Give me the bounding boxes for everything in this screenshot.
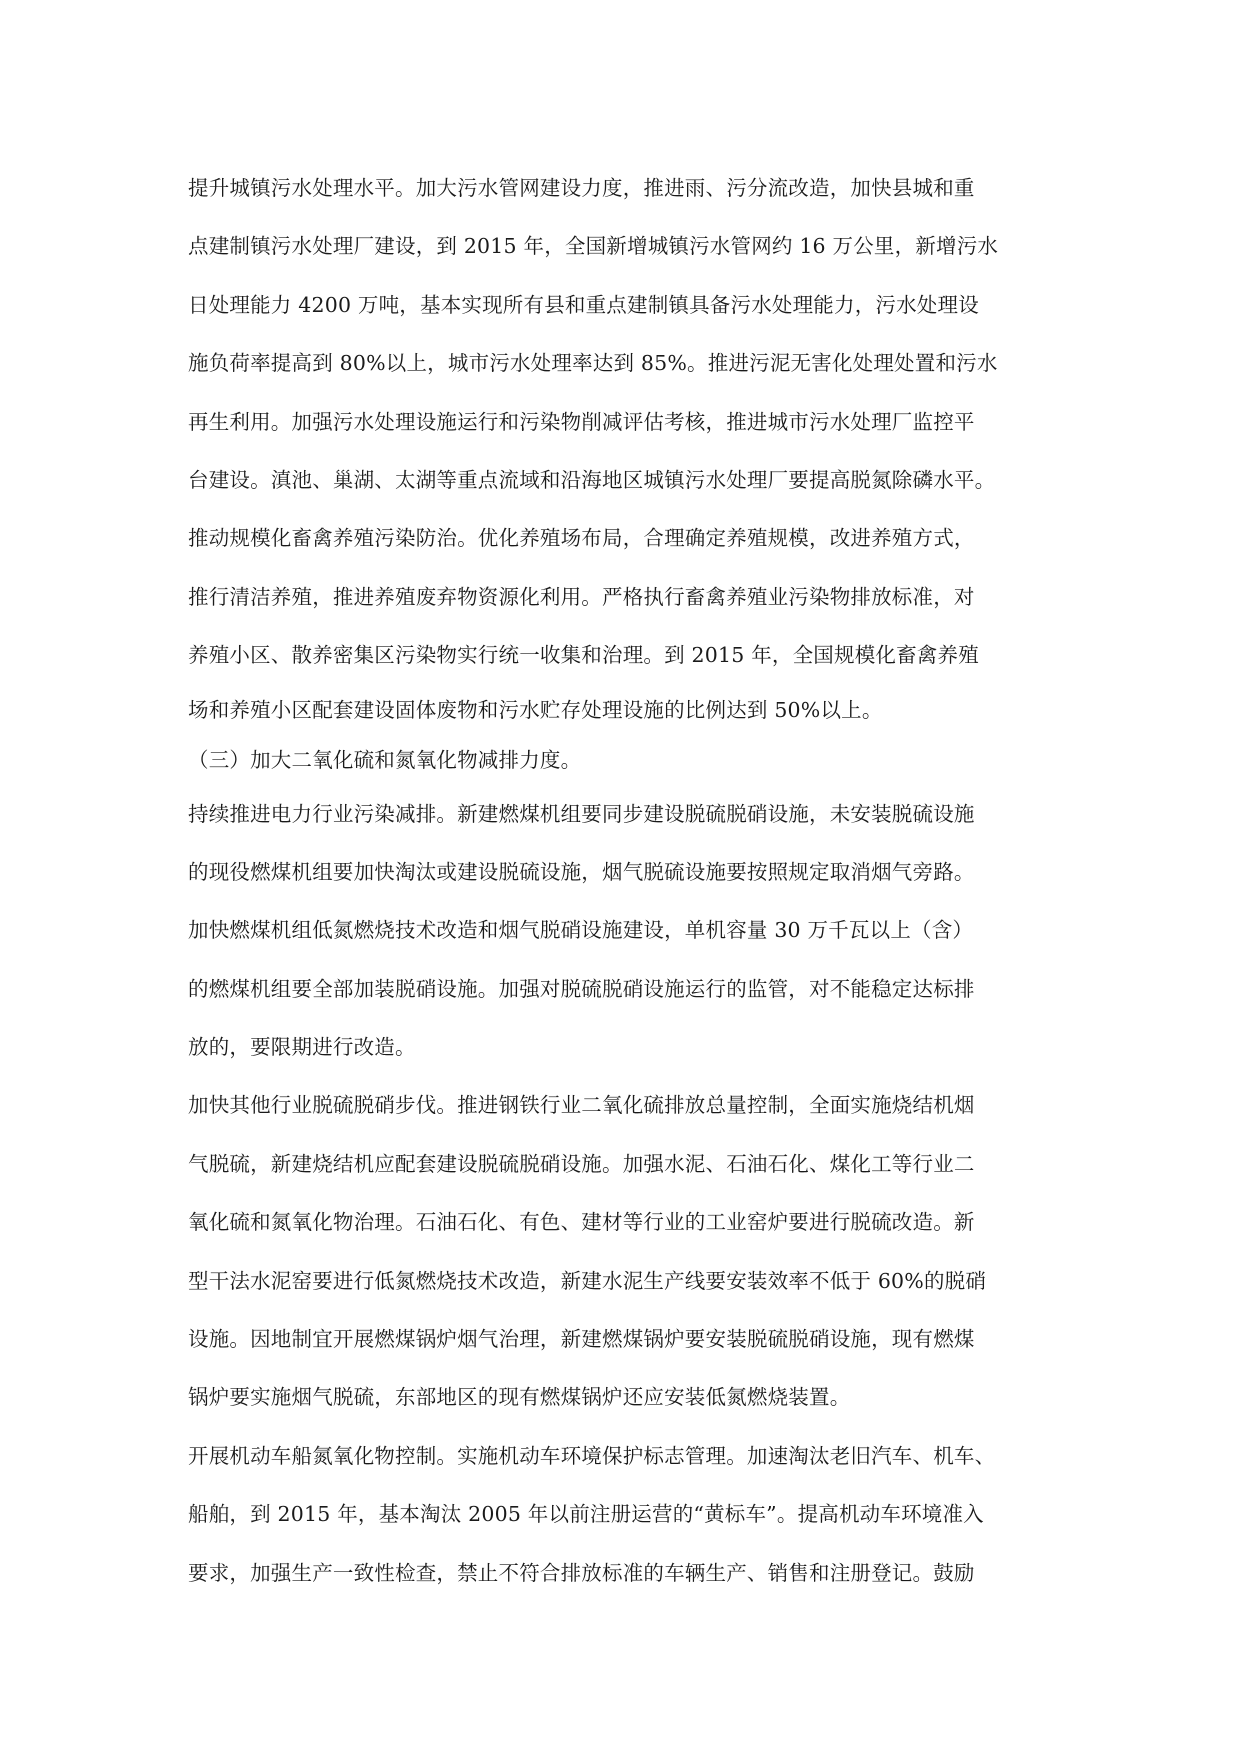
section-heading: （三）加大二氧化硫和氮氧化物减排力度。 [188,747,582,772]
text-line: 养殖小区、散养密集区污染物实行统一收集和治理。到 2015 年，全国规模化畜禽养殖 [188,643,979,668]
text-line: 型干法水泥窑要进行低氮燃烧技术改造，新建水泥生产线要安装效率不低于 60%的脱硝 [188,1268,987,1293]
text-line: 锅炉要实施烟气脱硫，东部地区的现有燃煤锅炉还应安装低氮燃烧装置。 [188,1385,851,1410]
text-line: 的燃煤机组要全部加装脱硝设施。加强对脱硫脱硝设施运行的监管，对不能稳定达标排 [188,976,975,1001]
text-line: 持续推进电力行业污染减排。新建燃煤机组要同步建设脱硫脱硝设施，未安装脱硫设施 [188,801,975,826]
text-line: 设施。因地制宜开展燃煤锅炉烟气治理，新建燃煤锅炉要安装脱硫脱硝设施，现有燃煤 [188,1327,975,1352]
text-line: 要求，加强生产一致性检查，禁止不符合排放标准的车辆生产、销售和注册登记。鼓励 [188,1560,975,1585]
text-line: 提升城镇污水处理水平。加大污水管网建设力度，推进雨、污分流改造，加快县城和重 [188,176,975,200]
text-line: 推动规模化畜禽养殖污染防治。优化养殖场布局，合理确定养殖规模，改进养殖方式， [188,526,975,551]
text-line: 船舶，到 2015 年，基本淘汰 2005 年以前注册运营的“黄标车”。提高机动车环境准入 [188,1502,984,1527]
text-line: 加快燃煤机组低氮燃烧技术改造和烟气脱硝设施建设，单机容量 30 万千瓦以上（含） [188,918,974,943]
text-line: 再生利用。加强污水处理设施运行和污染物削减评估考核，推进城市污水处理厂监控平 [188,409,975,434]
text-line: 氧化硫和氮氧化物治理。石油石化、有色、建材等行业的工业窑炉要进行脱硫改造。新 [188,1210,975,1235]
text-line: 开展机动车船氮氧化物控制。实施机动车环境保护标志管理。加速淘汰老旧汽车、机车、 [188,1443,996,1468]
text-line: 施负荷率提高到 80%以上，城市污水处理率达到 85%。推进污泥无害化处理处置和污水 [188,351,998,376]
document-body [188,159,1088,1602]
text-line: 加快其他行业脱硫脱硝步伐。推进钢铁行业二氧化硫排放总量控制，全面实施烧结机烟 [188,1093,975,1118]
text-line: 气脱硫，新建烧结机应配套建设脱硫脱硝设施。加强水泥、石油石化、煤化工等行业二 [188,1151,975,1176]
text-line: 推行清洁养殖，推进养殖废弃物资源化利用。严格执行畜禽养殖业污染物排放标准，对 [188,584,975,609]
text-line: 日处理能力 4200 万吨，基本实现所有县和重点建制镇具备污水处理能力，污水处理设 [188,292,979,317]
text-line: 放的，要限期进行改造。 [188,1035,416,1060]
text-line: 的现役燃煤机组要加快淘汰或建设脱硫设施，烟气脱硫设施要按照规定取消烟气旁路。 [188,859,975,884]
text-line: 场和养殖小区配套建设固体废物和污水贮存处理设施的比例达到 50%以上。 [188,697,883,722]
text-line: 台建设。滇池、巢湖、太湖等重点流域和沿海地区城镇污水处理厂要提高脱氮除磷水平。 [188,467,996,492]
text-line: 点建制镇污水处理厂建设，到 2015 年，全国新增城镇污水管网约 16 万公里，新增污水 [188,234,999,259]
